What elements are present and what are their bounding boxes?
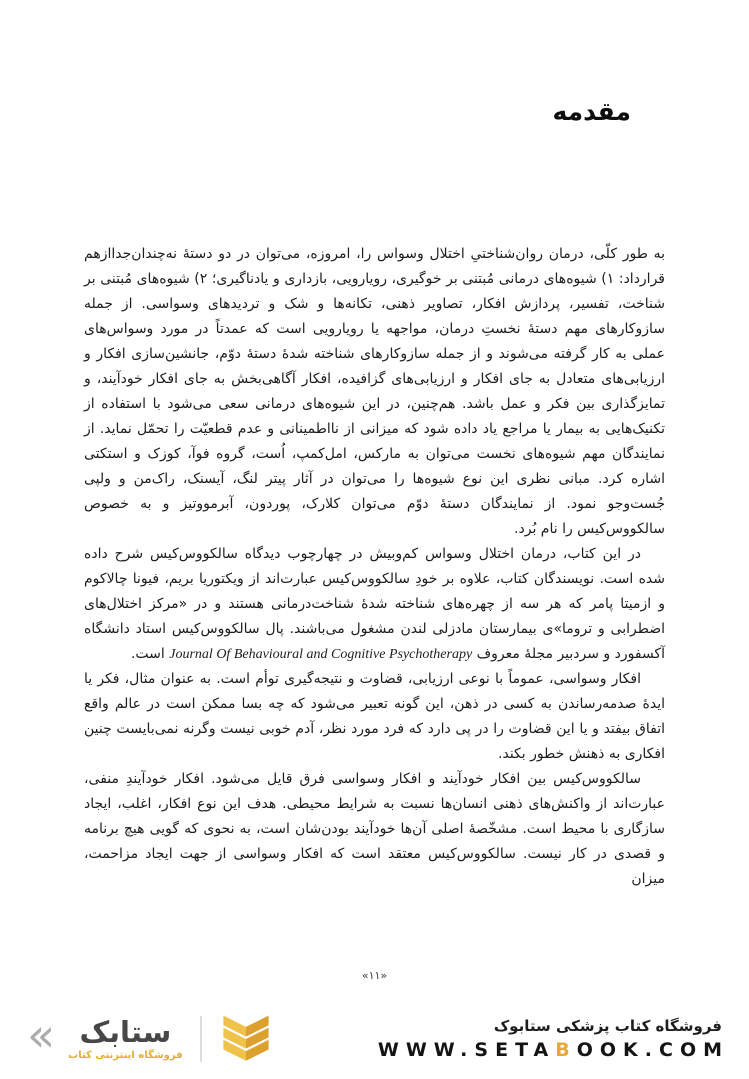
website-url [378,1039,729,1061]
paragraph-2-text-after: است. [130,646,165,662]
paragraph-2 [84,542,665,667]
body-text [84,242,665,892]
gold-chevron-ribbon-icon [219,1014,273,1064]
url-part-before: WWW.SETA [377,1039,556,1061]
journal-title: Journal Of Behavioural and Cognitive Psychotherapy [169,647,473,662]
url-part-after: OOK.COM [576,1039,729,1061]
logo-wordmark-block [68,1017,182,1060]
store-info [377,1017,729,1061]
paragraph-3: افکار وسواسی، عموماً با نوعی ارزیابی، قضاوت و نتیجه‌گیری توأم است. به عنوان مثال، فکر یا ایدهٔ صدمه‌رساندن به کسی در ذهن، این گونه تعبیر می‌شود که چه بسا ممکن است در عالم واقع اتفاق بیفتد و یا این قضاوت را در پی دارد که فرد مورد نظر، آدم خوبی نیست وگرنه نمی‌بایست چنین افکاری به ذهنش خطور بکند. [84,671,665,762]
logo-wordmark: ستابک [79,1015,172,1050]
url-accent-letter: B [555,1039,577,1061]
paragraph-1: به طور کلّی، درمان روان‌شناختیِ اختلال وسواس را، امروزه، می‌توان در دو دستهٔ نه‌چندان‌جداازهم قرارداد: ۱) شیوه‌های درمانی مُبتنی بر خوگیری، رویارویی، بازداری و یادناگیری؛ ۲) شیوه‌های مُبتنی بر شناخت، تفسیر، پردازش افکار، تصاویر ذهنی، تکانه‌ها و شک و تردیدهای وسواسی. از جمله سازوکارهای مهم دستهٔ نخستِ درمان، مواجهه یا رویارویی است که عمدتاً در مورد وسواس‌های عملی به کار گرفته می‌شوند و از جمله سازوکارهای شناخته شدهٔ دستهٔ دوّم، جانشین‌سازی افکار و ارزیابی‌های متعادل به جای افکار و ارزیابی‌های گزافیده، افکار آگاهی‌بخش به جای افکار خودآیند، و تمایزگذاری بین فکر و عمل باشد. هم‌چنین، در این شیوه‌های درمانی سعی می‌شود با استفاده از تکنیک‌هایی به بیمار یا مراجع یاد داده شود که میزانی از نااطمینانی و عدم قطعیّت را تحمّل نماید. از نمایندگان مهم شیوه‌های نخست می‌توان به مارکس، امل‌کمپ، اُست، گروه فوآ، کوزک و استکتی اشاره کرد. مبانی نظری این نوع شیوه‌ها را می‌توان در آثار پیتر لنگ، آیسنک، راک‌من و ولپی جُست‌وجو نمود. از نمایندگان دستهٔ دوّم می‌توان کلارک، پوردون، آبرمووتیز و به خصوص سالکووس‌کیس را نام بُرد. [84,246,665,537]
logo-tagline: فروشگاه اینترنتی کتاب [68,1049,183,1061]
paragraph-4: سالکووس‌کیس بین افکار خودآیند و افکار وسواسی فرق قایل می‌شود. افکار خودآیندِ منفی، عبارت‌اند از واکنش‌های ذهنی انسان‌ها نسبت به شرایط محیطی. هدف این نوع افکار، اغلب، ایجاد سازگاری با محیط است. مشخّصهٔ اصلی آن‌ها خودآیند بودن‌شان است، به نحوی که گویی هیچ برنامه و قصدی در کار نیست. سالکووس‌کیس معتقد است که افکار وسواسی از جهت ایجاد مزاحمت، میزان [84,771,665,887]
chapter-title: مقدمه [552,97,631,126]
footer [0,1005,749,1079]
chevrons-left-icon: « [27,1007,56,1062]
page-number: «۱۱» [361,969,388,982]
setabook-logo [27,1007,273,1064]
logo-divider [200,1016,202,1062]
paragraph-2-text-before: در این کتاب، درمان اختلال وسواس کم‌وبیش در چهارچوب دیدگاه سالکووس‌کیس شرح داده شده است. نویسندگان کتاب، علاوه بر خودِ سالکووس‌کیس عبارت‌اند از ویکتوریا بریم، فیونا چالاکوم و ازمیتا پامر که هر سه از چهره‌های شناخته شدهٔ شناخت‌درمانی هستند و در «مرکز اختلال‌های اضطرابی و تروما»ی بیمارستان مادزلی لندن مشغول می‌باشند. پال سالکووس‌کیس استاد دانشگاه آکسفورد و سردبیر مجلهٔ معروف [84,546,665,662]
store-name: فروشگاه کتاب پزشکی ستابوک [493,1017,722,1035]
